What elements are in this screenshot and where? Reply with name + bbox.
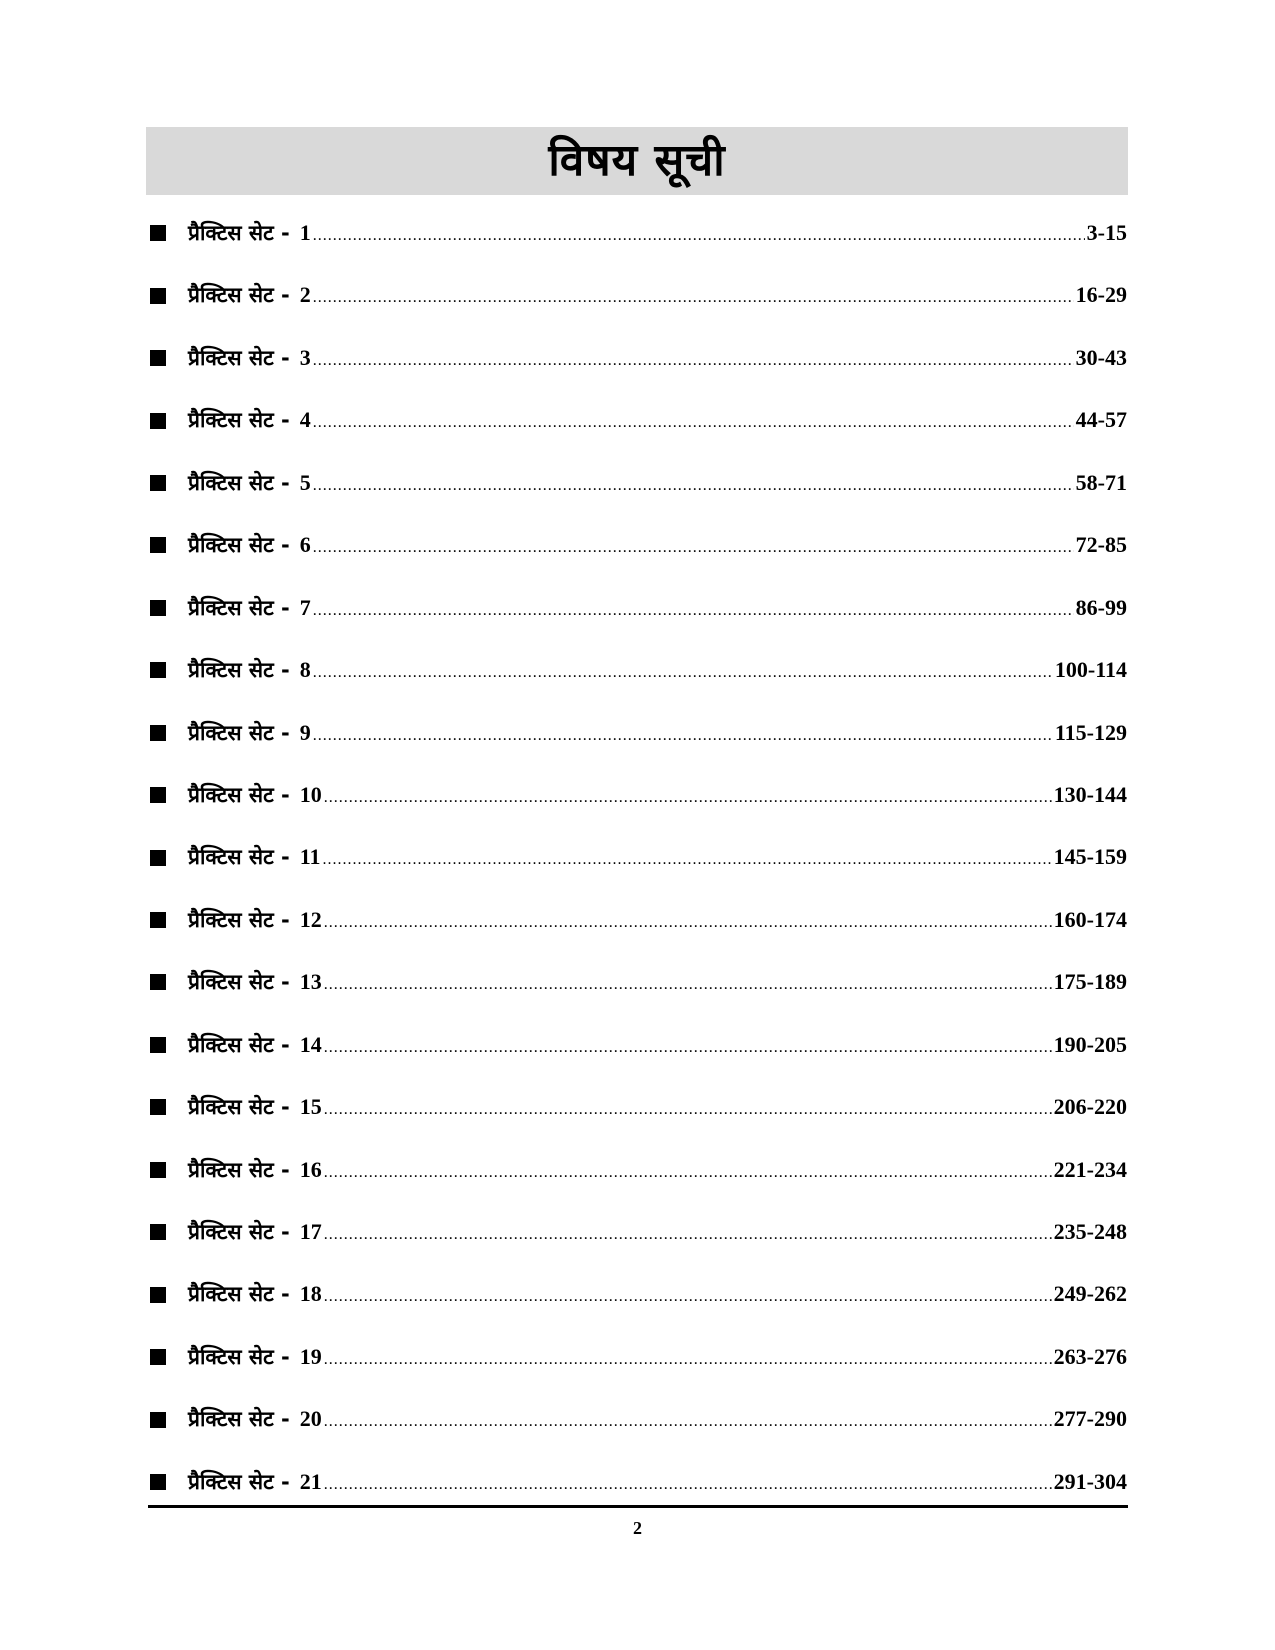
toc-entry-pages: 291-304 [1053,1468,1127,1494]
toc-entry-label: प्रैक्टिस सेट - [188,1032,290,1057]
toc-entry [150,327,1127,389]
toc-entry-pages: 160-174 [1053,906,1127,932]
dot-leader [313,517,1074,579]
dot-leader [324,1391,1052,1453]
toc-entry-label: प्रैक्टिस सेट - [188,1407,290,1432]
toc-entry-number: 6 [299,532,311,558]
toc-entry-label: प्रैक्टिस सेट - [188,970,290,995]
toc-entry [150,452,1127,514]
dot-leader [324,954,1052,1016]
toc-entry-pages: 249-262 [1053,1281,1127,1307]
toc-entry-number: 12 [299,906,322,932]
square-bullet-icon [150,1474,166,1490]
toc-entry-pages: 221-234 [1053,1156,1127,1182]
dot-leader [324,892,1052,954]
table-of-contents [150,202,1127,1513]
toc-entry-pages: 30-43 [1075,344,1127,370]
toc-entry-label: प्रैक्टिस सेट - [188,283,290,308]
toc-entry-number: 13 [299,969,322,995]
square-bullet-icon [150,1412,166,1428]
dot-leader [313,267,1074,329]
square-bullet-icon [150,912,166,928]
dot-leader [324,1079,1052,1141]
toc-entry-number: 19 [299,1343,322,1369]
toc-entry-pages: 16-29 [1075,282,1127,308]
toc-entry [150,1014,1127,1076]
toc-entry [150,639,1127,701]
square-bullet-icon [150,1037,166,1053]
dot-leader [323,829,1052,891]
toc-entry-pages: 58-71 [1075,469,1127,495]
toc-entry-pages: 190-205 [1053,1031,1127,1057]
toc-entry-pages: 206-220 [1053,1094,1127,1120]
toc-entry-pages: 175-189 [1053,969,1127,995]
square-bullet-icon [150,662,166,678]
square-bullet-icon [150,1349,166,1365]
square-bullet-icon [150,350,166,366]
toc-entry-label: प्रैक्टिस सेट - [188,782,290,807]
toc-entry-number: 5 [299,469,311,495]
toc-entry [150,826,1127,888]
toc-entry-number: 2 [299,282,311,308]
toc-entry [150,889,1127,951]
toc-entry-label: प्रैक्टिस सेट - [188,1157,290,1182]
square-bullet-icon [150,537,166,553]
dot-leader [313,205,1085,267]
toc-entry-label: प्रैक्टिस सेट - [188,533,290,558]
toc-entry-number: 20 [299,1406,322,1432]
toc-entry-label: प्रैक्टिस सेट - [188,720,290,745]
toc-entry [150,1388,1127,1450]
square-bullet-icon [150,850,166,866]
square-bullet-icon [150,1099,166,1115]
toc-entry-number: 3 [299,344,311,370]
toc-entry-number: 1 [299,220,311,245]
dot-leader [324,1204,1052,1266]
toc-entry [150,264,1127,326]
title-banner [146,127,1128,195]
toc-entry [150,1451,1127,1513]
toc-entry [150,1263,1127,1325]
dot-leader [313,580,1074,642]
toc-entry-label: प्रैक्टिस सेट - [188,221,290,245]
dot-leader [313,330,1074,392]
dot-leader [324,767,1052,829]
toc-entry-label: प्रैक्टिस सेट - [188,1469,290,1494]
toc-entry-number: 18 [299,1281,322,1307]
toc-entry-pages: 263-276 [1053,1343,1127,1369]
square-bullet-icon [150,1162,166,1178]
toc-entry-number: 15 [299,1094,322,1120]
square-bullet-icon [150,413,166,429]
toc-entry [150,202,1127,264]
dot-leader [324,1266,1052,1328]
square-bullet-icon [150,600,166,616]
toc-entry-number: 8 [299,657,311,683]
square-bullet-icon [150,225,166,241]
toc-entry-number: 14 [299,1031,322,1057]
toc-entry-pages: 235-248 [1053,1219,1127,1244]
dot-leader [324,1329,1052,1391]
toc-entry-number: 4 [299,407,311,433]
toc-entry-pages: 86-99 [1075,594,1127,620]
toc-entry-label: प्रैक्टिस सेट - [188,1282,290,1307]
dot-leader [313,392,1074,454]
toc-entry-label: प्रैक्टिस सेट - [188,907,290,932]
dot-leader [313,642,1053,704]
square-bullet-icon [150,1287,166,1303]
footer-divider [148,1505,1128,1508]
toc-entry-number: 16 [299,1156,322,1182]
toc-entry-number: 21 [299,1468,322,1494]
square-bullet-icon [150,787,166,803]
square-bullet-icon [150,288,166,304]
toc-entry-label: प्रैक्टिस सेट - [188,845,290,870]
toc-entry-pages: 145-159 [1053,844,1127,870]
page-number: 2 [633,1518,642,1538]
toc-entry-pages: 277-290 [1053,1406,1127,1432]
square-bullet-icon [150,974,166,990]
toc-entry-number: 9 [299,719,311,745]
toc-entry-pages: 72-85 [1075,532,1127,558]
toc-entry-label: प्रैक्टिस सेट - [188,658,290,683]
page-title: विषय सूची [548,135,726,186]
toc-entry-number: 7 [299,594,311,620]
toc-entry-pages: 115-129 [1054,719,1127,745]
toc-entry-pages: 44-57 [1075,407,1127,433]
toc-entry [150,764,1127,826]
toc-entry [150,514,1127,576]
dot-leader [324,1142,1052,1204]
toc-entry [150,389,1127,451]
toc-entry [150,1076,1127,1138]
toc-entry [150,702,1127,764]
toc-entry-number: 11 [299,844,321,870]
toc-entry-label: प्रैक्टिस सेट - [188,1095,290,1120]
toc-entry-label: प्रैक्टिस सेट - [188,1220,290,1244]
dot-leader [313,455,1074,517]
toc-entry [150,1201,1127,1263]
toc-entry-label: प्रैक्टिस सेट - [188,408,290,433]
square-bullet-icon [150,1224,166,1240]
toc-entry [150,1139,1127,1201]
toc-entry-label: प्रैक्टिस सेट - [188,470,290,495]
toc-entry [150,1326,1127,1388]
toc-entry-label: प्रैक्टिस सेट - [188,345,290,370]
dot-leader [324,1017,1052,1079]
toc-entry-pages: 130-144 [1053,781,1127,807]
toc-entry-pages: 100-114 [1054,657,1127,683]
dot-leader [313,705,1053,767]
toc-entry [150,951,1127,1013]
square-bullet-icon [150,725,166,741]
toc-entry-label: प्रैक्टिस सेट - [188,595,290,620]
toc-entry-label: प्रैक्टिस सेट - [188,1344,290,1369]
toc-entry-pages: 3-15 [1086,220,1127,245]
square-bullet-icon [150,475,166,491]
toc-entry-number: 17 [299,1219,322,1244]
toc-entry-number: 10 [299,781,322,807]
toc-entry [150,577,1127,639]
